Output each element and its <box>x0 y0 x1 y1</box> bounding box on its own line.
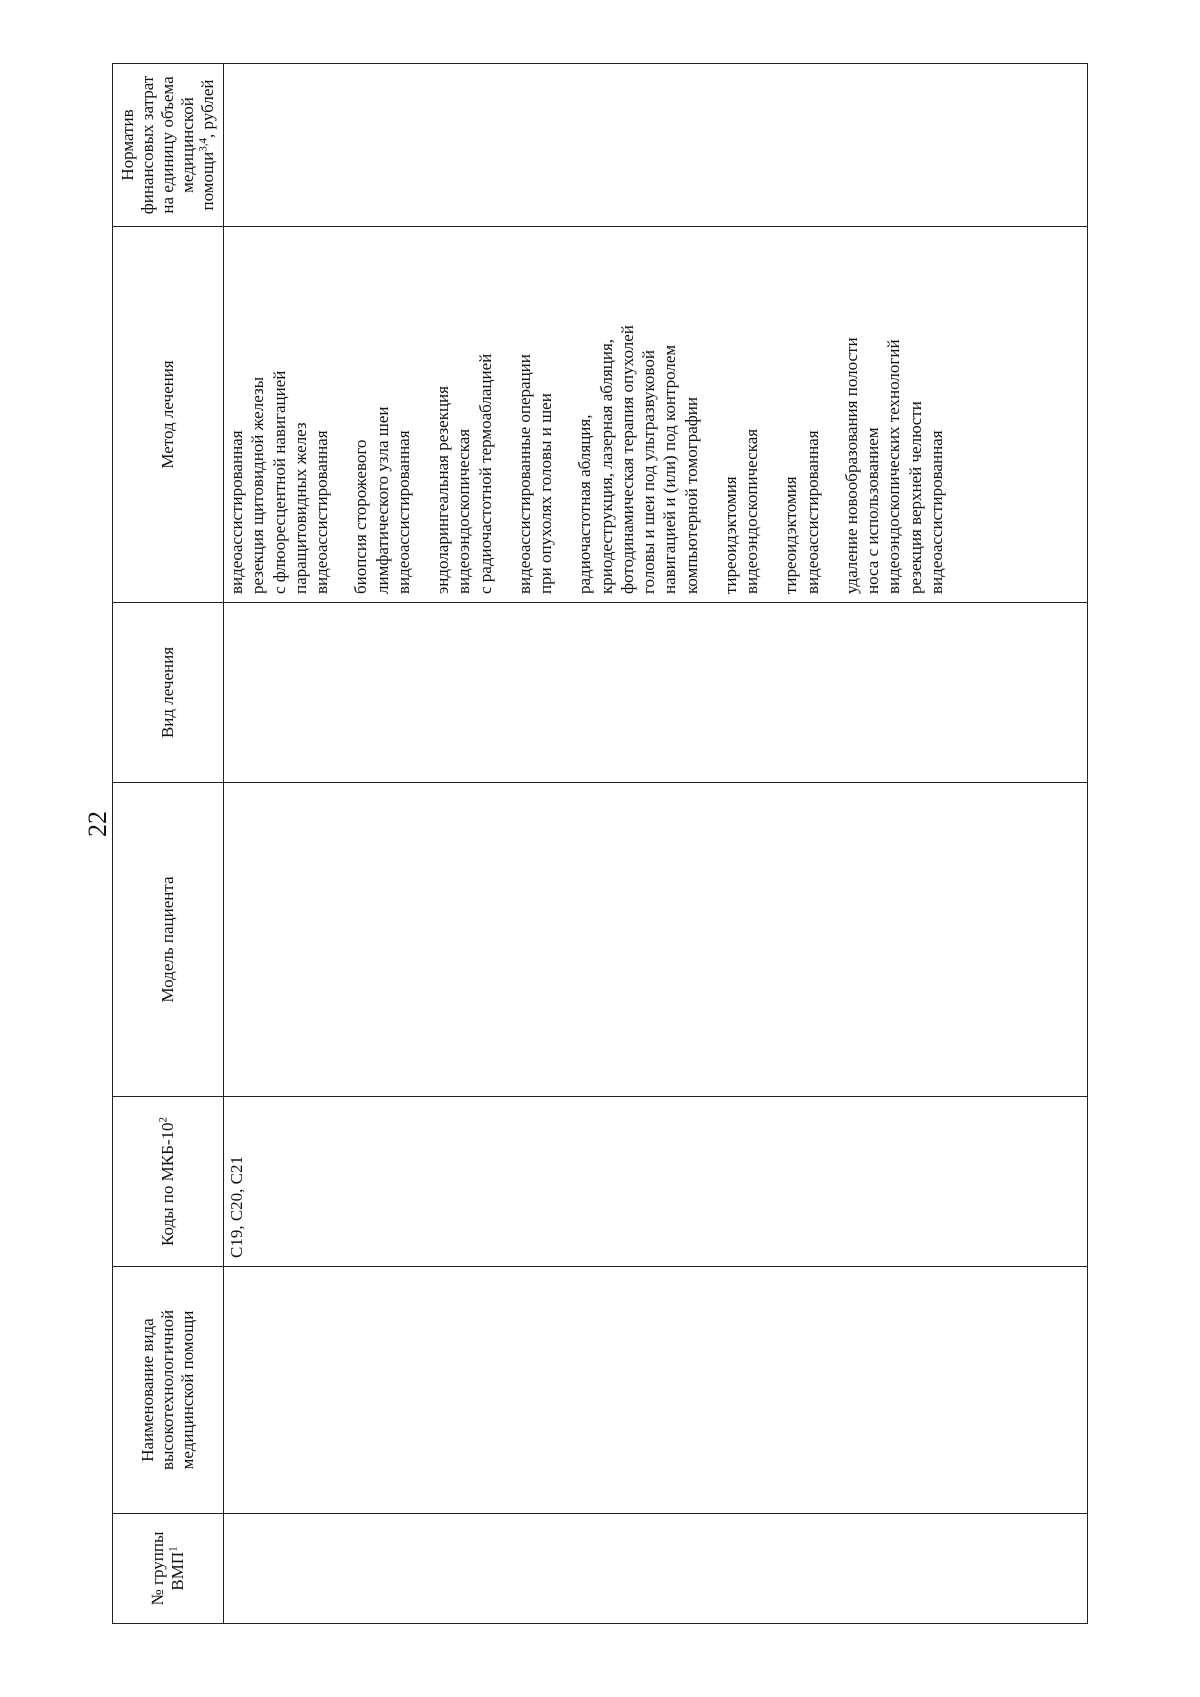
cell-patient-model <box>224 783 1088 1097</box>
treatment-table <box>112 63 1088 1624</box>
header-codes <box>113 1097 224 1267</box>
method-item: удаление новообразования полости носа с использованием видеоэндоскопических технологий резекция верхней челюсти видеоассистированная <box>841 337 946 594</box>
page-number: 22 <box>83 811 112 837</box>
header-method: Метод лечения <box>113 227 224 603</box>
header-cost-text: Норматив финансовых затрат на единицу объема медицинской помощи <box>117 75 218 215</box>
table-row <box>224 64 1088 1624</box>
cell-method <box>224 227 1088 603</box>
cell-group-no <box>224 1514 1088 1624</box>
cell-cost <box>224 64 1088 227</box>
header-cost-suffix: , рублей <box>198 79 218 138</box>
header-codes-footnote: 2 <box>157 1116 170 1123</box>
rotated-table-container <box>112 64 1088 1624</box>
cell-treatment-type <box>224 603 1088 783</box>
header-patient-model: Модель пациента <box>113 783 224 1097</box>
method-item: тиреоидэктомия видеоэндоскопическая <box>720 428 761 594</box>
method-item: тиреоидэктомия видеоассистированная <box>781 430 822 594</box>
header-group-no <box>113 1514 224 1624</box>
header-cost <box>113 64 224 227</box>
method-item: биопсия сторожевого лимфатического узла шеи видеоассистированная <box>351 406 413 594</box>
cell-codes: C19, C20, C21 <box>224 1097 1088 1267</box>
method-item: эндоларингеальная резекция видеоэндоскопическая с радиочастотной термоаблацией <box>433 353 495 594</box>
header-name: Наименование вида высокотехнологичной медицинской помощи <box>113 1267 224 1514</box>
header-treatment-type: Вид лечения <box>113 603 224 783</box>
header-group-no-text: № группы ВМП <box>147 1531 187 1606</box>
method-item: радиочастотная абляция, криодеструкция, лазерная абляция, фотодинамическая терапия опухолей головы и шеи под ультразвуковой навигацией и (или) под контролем компьютерной томографии <box>575 325 701 594</box>
method-item: видеоассистированная резекция щитовидной железы с флюоресцентной навигацией паращитовидных желез видеоассистированная <box>227 370 331 594</box>
header-group-no-footnote: 1 <box>167 1546 180 1552</box>
header-cost-footnote: 3,4 <box>197 137 210 152</box>
header-codes-text: Коды по МКБ-10 <box>157 1122 177 1247</box>
method-item: видеоассистированные операции при опухолях головы и шеи <box>514 354 555 594</box>
cell-name <box>224 1267 1088 1514</box>
table-header-row <box>113 64 224 1624</box>
